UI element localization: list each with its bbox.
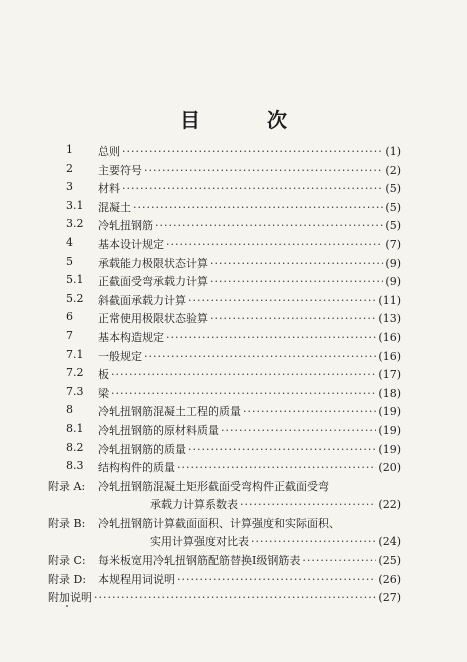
toc-page: (2) xyxy=(385,163,401,177)
leader-dots xyxy=(122,182,383,195)
toc-entry-2[interactable] xyxy=(66,160,401,179)
leader-dots xyxy=(240,498,376,511)
appendix-label: 附录 C: xyxy=(48,554,86,568)
toc-number: 7.2 xyxy=(66,366,84,380)
toc-page: (26) xyxy=(378,572,401,586)
toc-entry-5-1[interactable] xyxy=(66,271,401,290)
toc-entry-7-1[interactable] xyxy=(66,346,401,365)
toc-title: 材料 xyxy=(98,182,120,196)
appendix-label: 附录 B: xyxy=(48,516,86,530)
toc-title: 梁 xyxy=(98,386,109,400)
toc-page: (1) xyxy=(385,145,401,158)
leader-dots xyxy=(94,591,376,604)
toc-entry-3[interactable] xyxy=(66,178,401,197)
toc-entry-7-3[interactable] xyxy=(66,383,401,402)
toc-page: (16) xyxy=(378,330,401,344)
toc-title: 总则 xyxy=(98,145,120,158)
toc-appendix-b[interactable] xyxy=(48,513,401,532)
toc-entry-7-2[interactable] xyxy=(66,364,401,383)
toc-appendix-b-cont[interactable] xyxy=(48,531,401,550)
leader-dots xyxy=(155,219,383,232)
toc-title: 板 xyxy=(98,368,109,382)
toc-number: 8.2 xyxy=(66,440,84,454)
table-of-contents xyxy=(48,141,401,606)
toc-page: (5) xyxy=(385,219,401,233)
toc-page: (9) xyxy=(385,275,401,289)
toc-page: (25) xyxy=(378,554,401,568)
toc-number: 1 xyxy=(66,143,73,156)
toc-entry-8-2[interactable] xyxy=(66,439,401,458)
leader-dots xyxy=(166,331,376,344)
toc-page: (7) xyxy=(385,237,401,251)
page-title: 目 次 xyxy=(180,108,317,132)
toc-page: (22) xyxy=(378,498,401,512)
toc-number: 5 xyxy=(66,254,73,268)
scan-speck xyxy=(66,605,68,607)
toc-page: (11) xyxy=(378,293,401,307)
toc-entry-3-1[interactable] xyxy=(66,197,401,216)
toc-number: 2 xyxy=(66,161,73,175)
toc-appendix-c[interactable] xyxy=(48,550,401,569)
toc-page: (9) xyxy=(385,256,401,270)
toc-page: (19) xyxy=(378,423,401,437)
toc-title-cont: 承载力计算系数表 xyxy=(150,498,238,512)
toc-entry-8-3[interactable] xyxy=(66,457,401,476)
toc-title: 承载能力极限状态计算 xyxy=(98,256,208,270)
toc-entry-5-2[interactable] xyxy=(66,290,401,309)
toc-page: (13) xyxy=(378,312,401,326)
toc-number: 7 xyxy=(66,328,73,342)
toc-title: 基本构造规定 xyxy=(98,330,164,344)
leader-dots xyxy=(243,405,376,418)
toc-title: 冷轧扭钢筋 xyxy=(98,219,153,233)
toc-page: (20) xyxy=(378,461,401,475)
leader-dots xyxy=(177,573,376,586)
leader-dots xyxy=(210,275,383,288)
toc-page: (5) xyxy=(385,182,401,196)
toc-title: 基本设计规定 xyxy=(98,237,164,251)
toc-title: 冷轧扭钢筋的质量 xyxy=(98,442,186,456)
toc-number: 3.2 xyxy=(66,217,84,231)
leader-dots xyxy=(133,201,383,214)
toc-number: 8.1 xyxy=(66,421,84,435)
leader-dots xyxy=(111,387,376,400)
toc-title: 本规程用词说明 xyxy=(98,572,175,586)
toc-appendix-a-cont[interactable] xyxy=(48,494,401,513)
leader-dots xyxy=(210,312,376,325)
toc-title: 一般规定 xyxy=(98,349,142,363)
toc-entry-6[interactable] xyxy=(66,308,401,327)
toc-number: 5.2 xyxy=(66,291,84,305)
leader-dots xyxy=(302,554,376,567)
leader-dots xyxy=(144,350,376,363)
toc-number: 8.3 xyxy=(66,459,84,473)
toc-number: 3 xyxy=(66,180,73,194)
toc-title: 混凝土 xyxy=(98,200,131,214)
leader-dots xyxy=(144,164,383,177)
leader-dots xyxy=(122,145,383,158)
toc-entry-5[interactable] xyxy=(66,253,401,272)
leader-dots xyxy=(210,257,383,270)
toc-appendix-a[interactable] xyxy=(48,476,401,495)
toc-entry-3-2[interactable] xyxy=(66,215,401,234)
toc-title: 每米板宽用冷轧扭钢筋配筋替换Ⅰ级钢筋表 xyxy=(98,554,301,568)
appendix-label: 附录 A: xyxy=(48,479,86,493)
toc-title: 附加说明 xyxy=(48,591,92,605)
toc-number: 3.1 xyxy=(66,198,84,212)
leader-dots xyxy=(111,368,376,381)
leader-dots xyxy=(188,443,376,456)
toc-number: 4 xyxy=(66,235,73,249)
toc-title: 斜截面承载力计算 xyxy=(98,293,186,307)
toc-entry-8[interactable] xyxy=(66,401,401,420)
toc-page: (24) xyxy=(378,535,401,549)
toc-title-cont: 实用计算强度对比表 xyxy=(150,535,249,549)
toc-number: 7.3 xyxy=(66,384,84,398)
toc-number: 5.1 xyxy=(66,273,84,287)
toc-title: 主要符号 xyxy=(98,163,142,177)
toc-title: 冷轧扭钢筋混凝土工程的质量 xyxy=(98,405,241,419)
toc-number: 7.1 xyxy=(66,347,84,361)
toc-title: 冷轧扭钢筋计算截面面积、计算强度和实际面积、 xyxy=(98,516,340,530)
leader-dots xyxy=(251,535,376,548)
leader-dots xyxy=(166,238,383,251)
toc-supplement[interactable] xyxy=(48,587,401,606)
toc-title: 正常使用极限状态验算 xyxy=(98,312,208,326)
toc-entry-8-1[interactable] xyxy=(66,420,401,439)
toc-entry-4[interactable] xyxy=(66,234,401,253)
toc-title: 冷轧扭钢筋的原材料质量 xyxy=(98,423,219,437)
toc-title: 正截面受弯承载力计算 xyxy=(98,275,208,289)
toc-page: (18) xyxy=(378,386,401,400)
toc-number: 8 xyxy=(66,403,73,417)
toc-title: 结构构件的质量 xyxy=(98,461,175,475)
toc-entry-7[interactable] xyxy=(66,327,401,346)
toc-page: (19) xyxy=(378,405,401,419)
toc-page: (16) xyxy=(378,349,401,363)
leader-dots xyxy=(221,424,376,437)
toc-page: (27) xyxy=(378,591,401,605)
appendix-label: 附录 D: xyxy=(48,572,87,586)
toc-number: 6 xyxy=(66,310,73,324)
toc-page: (17) xyxy=(378,368,401,382)
toc-page: (19) xyxy=(378,442,401,456)
leader-dots xyxy=(177,461,376,474)
toc-page: (5) xyxy=(385,200,401,214)
toc-entry-1[interactable] xyxy=(66,141,401,160)
leader-dots xyxy=(188,294,376,307)
toc-title: 冷轧扭钢筋混凝土矩形截面受弯构件正截面受弯 xyxy=(98,479,329,493)
toc-appendix-d[interactable] xyxy=(48,569,401,588)
